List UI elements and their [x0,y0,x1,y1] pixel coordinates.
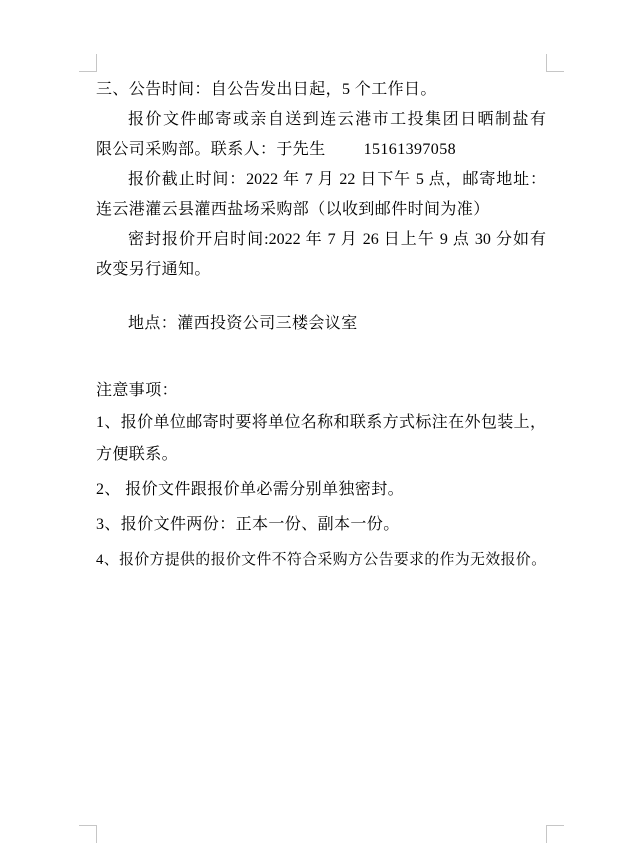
note-item-3: 3、报价文件两份：正本一份、副本一份。 [96,516,400,533]
bid-opening-time-line-1: 密封报价开启时间:2022 年 7 月 26 日上午 9 点 30 分如有 [128,231,546,248]
quotation-deadline-line-2: 连云港灌云县灌西盐场采购部（以收到邮件时间为准） [96,201,490,218]
quotation-deadline-line-1: 报价截止时间：2022 年 7 月 22 日下午 5 点，邮寄地址： [128,171,546,188]
delivery-address-line-1: 报价文件邮寄或亲自送到连云港市工投集团日晒制盐有 [128,111,546,128]
note-item-4: 4、报价方提供的报价文件不符合采购方公告要求的作为无效报价。 [96,552,546,568]
crop-mark-top-left [79,54,97,72]
announcement-period-line: 三、公告时间：自公告发出日起，5 个工作日。 [96,81,437,98]
contact-phone-number: 15161397058 [363,141,457,158]
crop-mark-top-right [546,54,564,72]
notes-title: 注意事项： [96,382,179,399]
contact-person-text: 限公司采购部。联系人：于先生 [96,141,326,158]
note-item-1-line-2: 方便联系。 [96,446,179,463]
bid-opening-time-line-2: 改变另行通知。 [96,261,211,278]
crop-mark-bottom-left [79,825,97,843]
bid-opening-location-line: 地点：灌西投资公司三楼会议室 [128,315,358,332]
delivery-address-line-2 [96,135,546,165]
note-item-1-line-1: 1、报价单位邮寄时要将单位名称和联系方式标注在外包装上， [96,414,546,431]
crop-mark-bottom-right [546,825,564,843]
note-item-2: 2、 报价文件跟报价单必需分别单独密封。 [96,481,405,498]
document-body [96,75,546,576]
